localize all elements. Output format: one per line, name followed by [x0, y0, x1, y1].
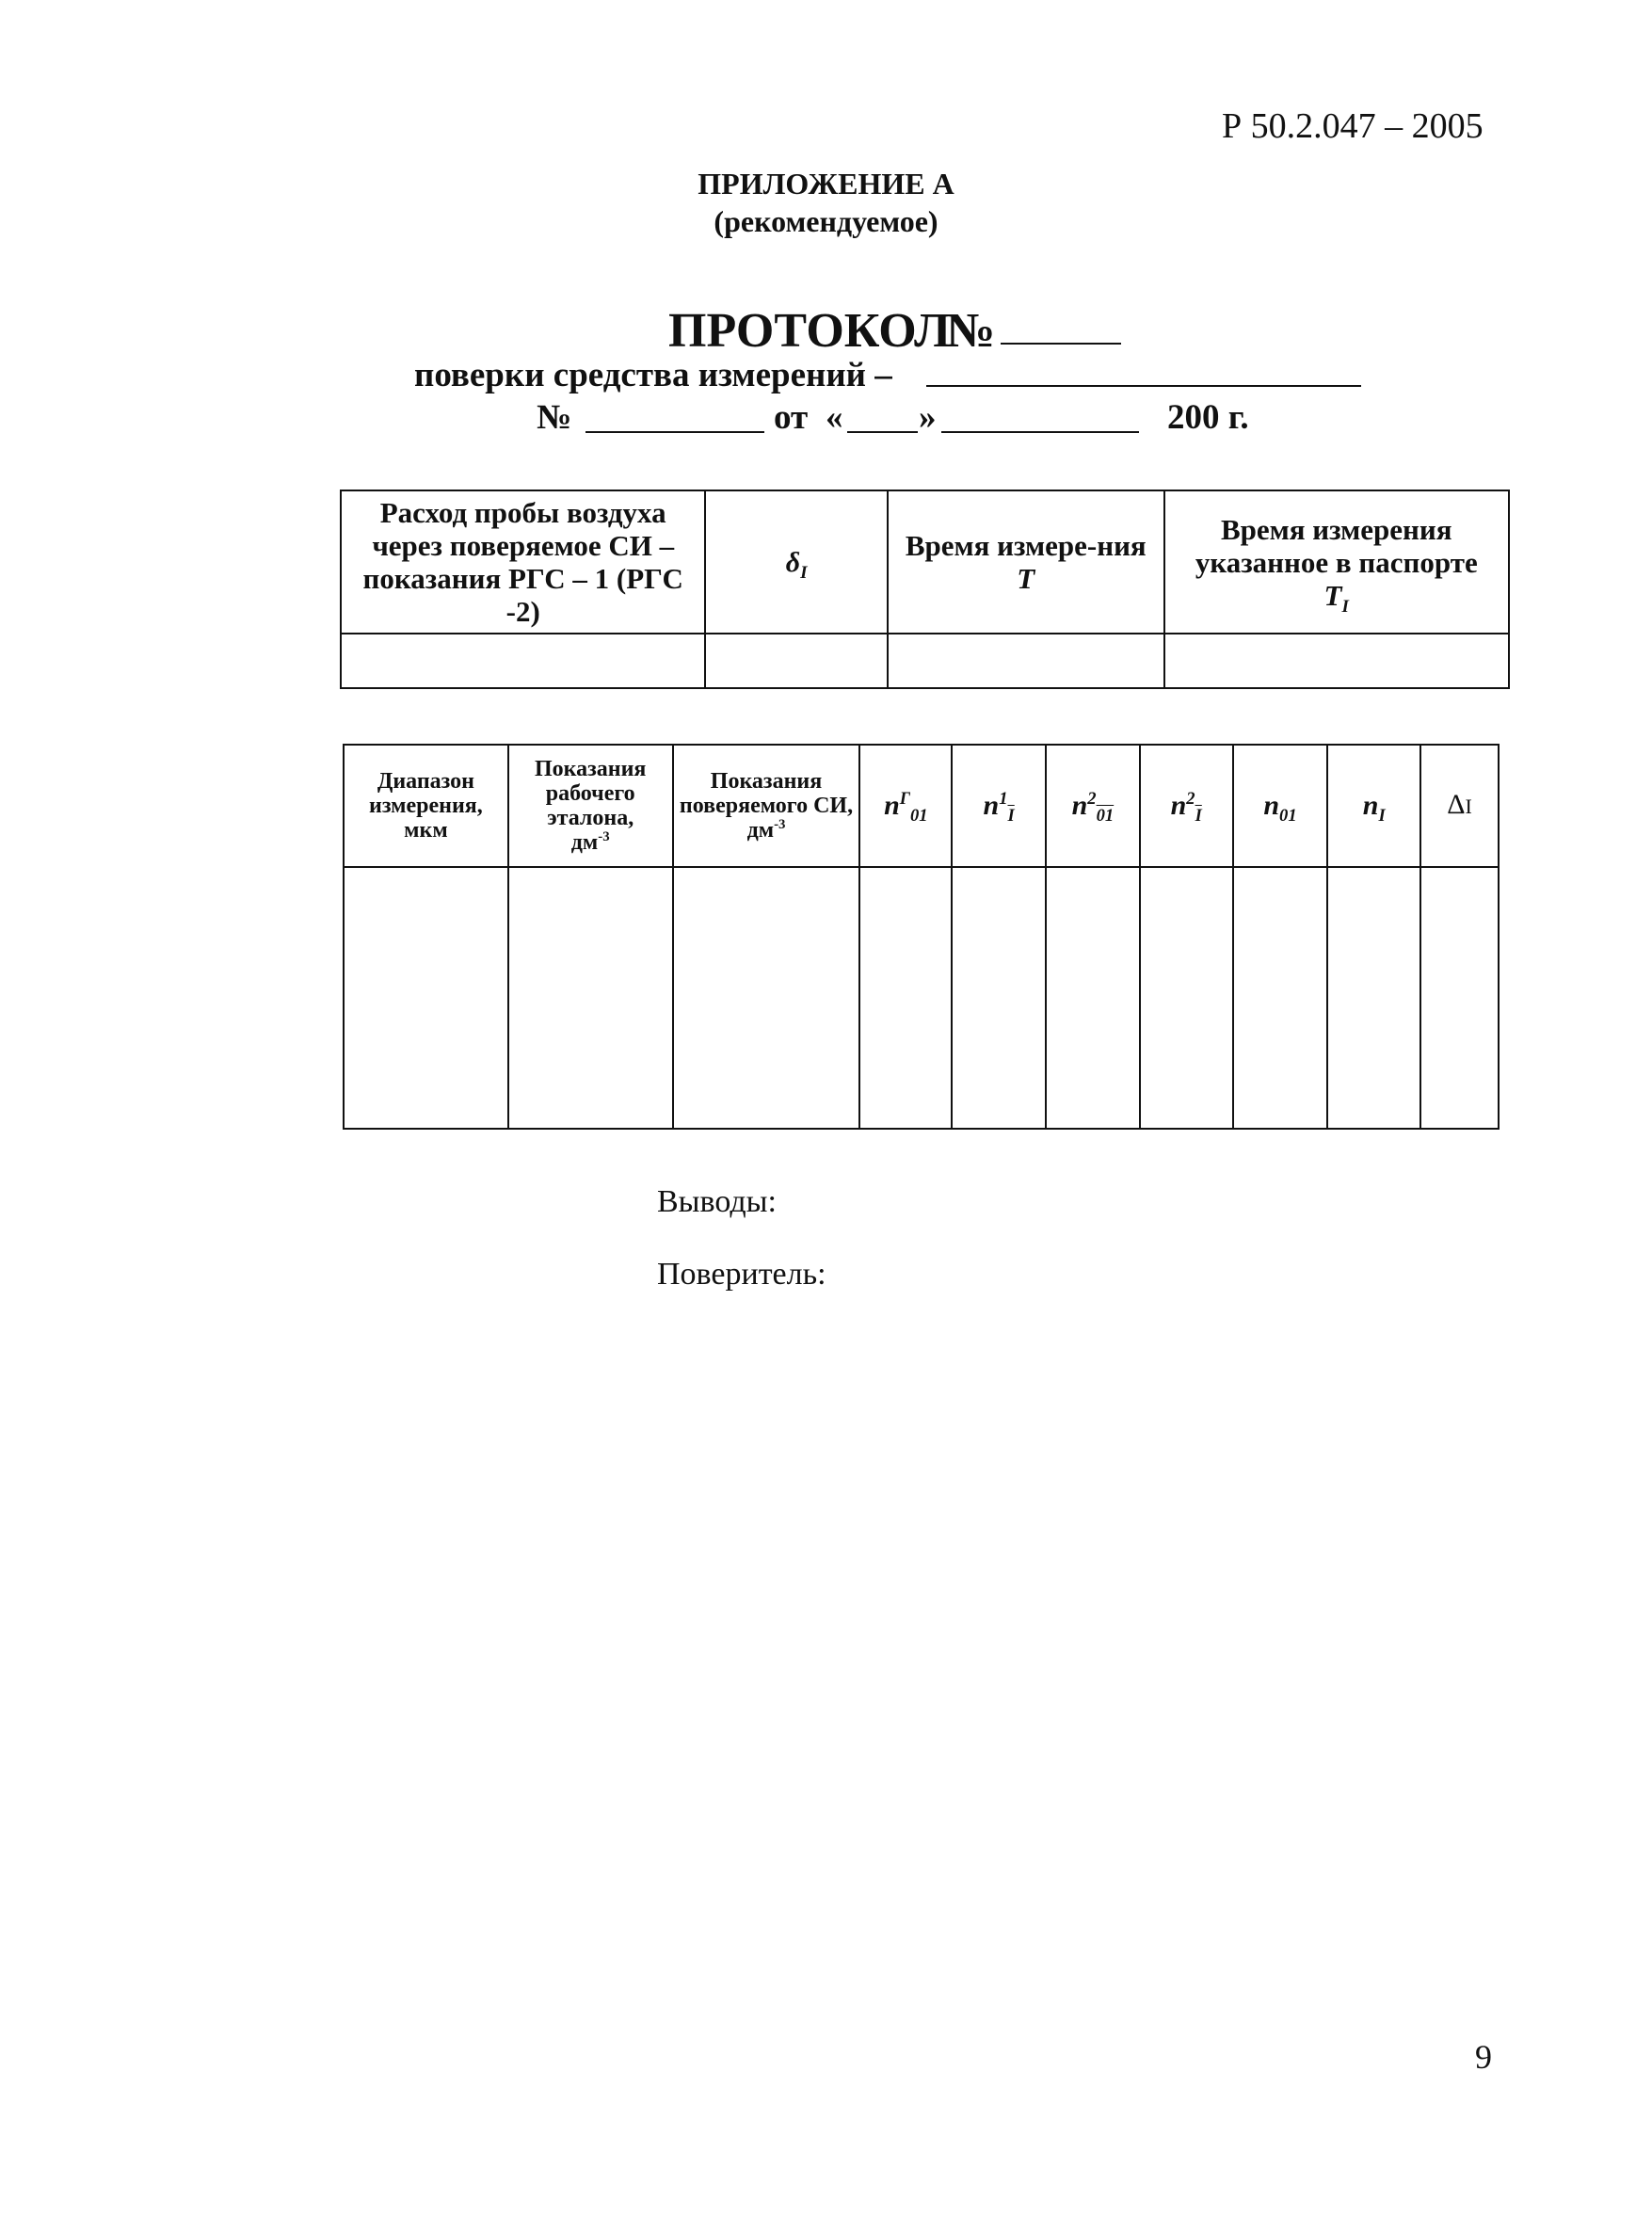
n-base: n: [1170, 790, 1187, 821]
table2-cell: [1046, 867, 1140, 1129]
date-row-no-label: №: [537, 398, 572, 437]
table1-cell: [705, 634, 888, 688]
n-sub: I: [1195, 806, 1202, 826]
year-label: 200 г.: [1167, 398, 1249, 437]
reference-label: Показания рабочего эталона,: [535, 757, 647, 830]
annex-heading: [0, 165, 1652, 240]
n-base: n: [884, 790, 900, 821]
table2-cell: [673, 867, 860, 1129]
serial-number-blank: [585, 431, 764, 433]
n-base: n: [1071, 790, 1088, 821]
verified-unit-exp: -3: [774, 817, 786, 832]
instrument-name-blank: [926, 385, 1361, 387]
delta-symbol: Δ: [1447, 789, 1466, 820]
col-range: Диапазон измерения, мкм: [344, 745, 508, 867]
col-n-01: [1233, 745, 1328, 867]
protocol-number-label: №: [946, 304, 996, 358]
col-n-g-01: [859, 745, 952, 867]
passport-symbol-base: T: [1323, 578, 1342, 612]
document-code: Р 50.2.047 – 2005: [1222, 106, 1484, 146]
date-from-label: от: [774, 398, 809, 437]
table2-cell: [1420, 867, 1499, 1129]
annex-subtitle: (рекомендуемое): [714, 204, 938, 238]
col-n-2-i: [1140, 745, 1233, 867]
table2-cell: [1140, 867, 1233, 1129]
col-delta-i: [1420, 745, 1499, 867]
passport-time-label: Время измерения указанное в паспорте: [1195, 512, 1478, 579]
annex-title: ПРИЛОЖЕНИЕ А: [698, 167, 954, 201]
col-passport-time: [1164, 490, 1509, 634]
protocol-date-row: [537, 397, 571, 438]
col-delta: [705, 490, 888, 634]
n-sub: I: [1007, 806, 1015, 826]
protocol-number-blank: [1001, 343, 1121, 345]
n-sup: 2: [1186, 789, 1195, 809]
air-flow-table: [340, 490, 1510, 689]
n-sub: 01: [1096, 806, 1115, 826]
table2-cell: [508, 867, 673, 1129]
day-blank: [847, 431, 918, 433]
col-air-flow: Расход пробы воздуха через поверяемое СИ – показания РГС – 1 (РГС -2): [341, 490, 705, 634]
month-blank: [941, 431, 1139, 433]
protocol-subtitle: поверки средства измерений –: [414, 356, 892, 394]
col-measurement-time: [888, 490, 1164, 634]
col-reference: [508, 745, 673, 867]
n-sub: I: [1378, 806, 1386, 826]
measurement-time-symbol: T: [1017, 562, 1035, 595]
n-sub: 01: [909, 806, 928, 826]
delta-subscript: I: [1465, 795, 1472, 818]
n-sup: Г: [899, 789, 910, 809]
n-sup: 2: [1087, 789, 1097, 809]
verifier-label: Поверитель:: [657, 1257, 826, 1292]
quote-close: »: [919, 398, 937, 437]
col-verified: [673, 745, 860, 867]
col-n-2-01: [1046, 745, 1140, 867]
measurement-time-label: Время измере-ния: [905, 529, 1147, 562]
n-sub: 01: [1279, 806, 1297, 826]
table2-cell: [952, 867, 1046, 1129]
passport-symbol-sub: I: [1341, 596, 1349, 617]
n-base: n: [983, 790, 1000, 821]
n-base: n: [1362, 790, 1379, 821]
col-n-1-i: [952, 745, 1046, 867]
passport-time-symbol: [1169, 578, 1504, 617]
table2-cell: [859, 867, 952, 1129]
verified-unit: дм: [746, 818, 775, 843]
reference-unit: дм: [570, 830, 599, 855]
conclusions-label: Выводы:: [657, 1184, 777, 1219]
page-number: 9: [1475, 2038, 1492, 2076]
col-n-i: [1327, 745, 1420, 867]
quote-open: «: [826, 398, 843, 437]
table1-cell: [888, 634, 1164, 688]
n-base: n: [1263, 790, 1280, 821]
verified-label: Показания поверяемого СИ,: [679, 769, 854, 818]
n-sup: 1: [999, 789, 1008, 809]
readings-table: [343, 744, 1500, 1130]
table2-cell: [344, 867, 508, 1129]
protocol-title: ПРОТОКОЛ: [668, 304, 951, 358]
delta-subscript: I: [800, 563, 808, 584]
table2-cell: [1327, 867, 1420, 1129]
table1-cell: [1164, 634, 1509, 688]
reference-unit-exp: -3: [598, 829, 610, 844]
table1-cell: [341, 634, 705, 688]
delta-symbol: δ: [785, 547, 801, 578]
table2-cell: [1233, 867, 1328, 1129]
